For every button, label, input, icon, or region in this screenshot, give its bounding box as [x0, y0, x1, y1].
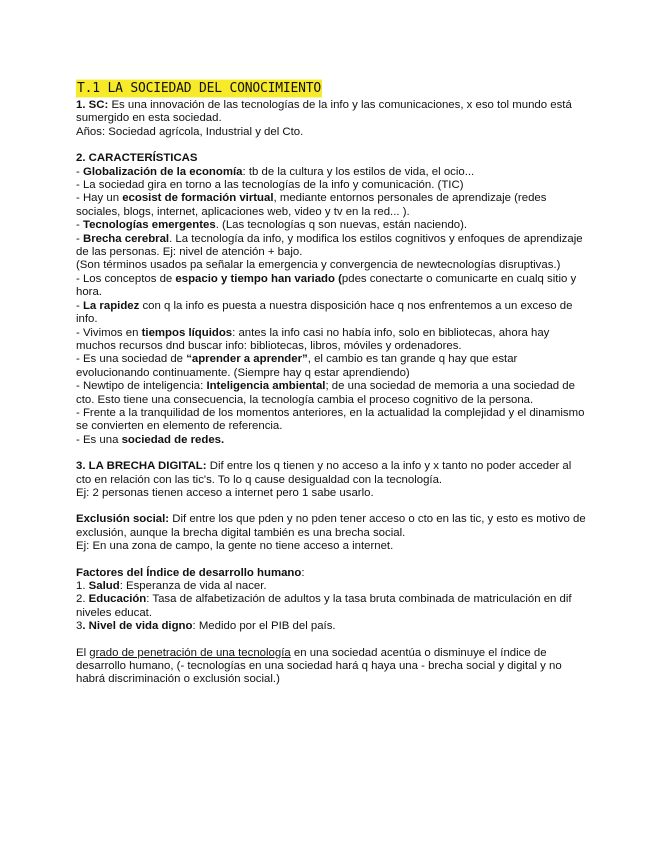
section-sc-ages: Años: Sociedad agrícola, Industrial y del Cto. — [76, 125, 304, 138]
social-exclusion-text: Dif entre los que pden y no pden tener acceso o cto en las tic, y esto es motivo de exclusión, aunque la brecha digital también es una brecha social. — [76, 513, 586, 539]
char-bold: espacio y tiempo han variado ( — [175, 272, 342, 285]
hdi-colon: : — [301, 566, 305, 579]
section-sc-heading: 1. SC: — [76, 99, 109, 111]
char-item: - Tecnologías emergentes. (Las tecnologías q son nuevas, están naciendo). — [76, 219, 468, 232]
char-bold: ecosist de formación virtual — [122, 192, 274, 205]
char-item: - La rapidez con q la info es puesta a nuestra disposición hace q nos enfrentemos a un exceso de info. — [76, 299, 573, 326]
char-item — [76, 327, 586, 354]
char-bold: “aprender a aprender” — [186, 353, 308, 366]
char-text: . (Las tecnologías q son nuevas, están naciendo). — [215, 219, 468, 232]
digital-divide-example: Ej: 2 personas tienen acceso a internet pero 1 sabe usarlo. — [76, 486, 374, 499]
char-bold: Inteligencia ambiental — [206, 380, 326, 393]
char-item: - Frente a la tranquilidad de los momentos anteriores, en la actualidad la complejidad y el dinamismo se convierten en elemento de referencia. — [76, 406, 585, 433]
section-hdi-heading — [76, 567, 586, 580]
hdi-factor — [76, 593, 586, 620]
hdi-number: 2. — [76, 593, 89, 606]
social-exclusion-example: Ej: En una zona de campo, la gente no tiene acceso a internet. — [76, 540, 394, 553]
penetration-text: en una sociedad acentúa o disminuye el índice de desarrollo humano, (- tecnologías en una sociedad hará q haya una - brecha social y digital y no habrá discriminación o exclusión social.) — [76, 646, 562, 686]
char-text: - Hay un — [76, 192, 123, 205]
char-item: - Brecha cerebral. La tecnología da info, y modifica los estilos cognitivos y enfoques de aprendizaje de las personas. Ej: nivel de atención + bajo. — [76, 232, 583, 259]
char-item — [76, 434, 586, 447]
hdi-number: 1. — [76, 580, 89, 592]
char-bold: Brecha cerebral — [82, 232, 170, 245]
hdi-factor — [76, 620, 586, 633]
char-item: (Son términos usados pa señalar la emergencia y convergencia de newtecnologías disruptivas.) — [76, 259, 561, 272]
char-bold: Tecnologías emergentes — [82, 219, 216, 232]
hdi-factor — [76, 580, 586, 593]
char-item — [76, 192, 586, 219]
char-bold: Globalización de la economía — [82, 165, 243, 178]
document-title: T.1 LA SOCIEDAD DEL CONOCIMIENTO — [77, 80, 322, 97]
hdi-bold: Salud — [88, 580, 120, 592]
hdi-bold: . Nivel de vida digno — [82, 620, 193, 633]
char-item — [76, 273, 586, 300]
char-bold: La rapidez — [82, 299, 140, 312]
section-sc-text: Es una innovación de las tecnologías de la info y las comunicaciones, x eso tol mundo está sumergido en esta sociedad. — [76, 99, 572, 125]
section-penetration — [76, 647, 586, 687]
section-digital-divide — [76, 460, 586, 487]
char-text: - Es una sociedad de — [76, 353, 187, 366]
digital-divide-text: Dif entre los q tienen y no acceso a la info y x tanto no poder acceder al cto en relación con las tic's. To lo q cause desigualdad con la tecnología. — [76, 460, 572, 486]
hdi-text: : Esperanza de vida al nacer. — [119, 580, 267, 592]
penetration-text: El — [76, 646, 90, 659]
section-characteristics-heading — [76, 152, 586, 165]
char-text: ; de una sociedad de memoria a una sociedad de cto. Esto tiene una consecuencia, la tecnología cambia el proceso cognitivo de la persona. — [76, 380, 575, 406]
char-bold: sociedad de redes. — [121, 433, 225, 446]
hdi-number: 3 — [76, 620, 83, 633]
char-text: - Es una — [76, 433, 122, 446]
char-text: , el cambio es tan grande q hay que estar evolucionando continuamente. (Siempre hay q estar aprendiendo) — [76, 353, 518, 379]
char-item: - Globalización de la economía: tb de la cultura y los estilos de vida, el ocio... — [76, 165, 475, 178]
char-text: : antes la info casi no había info, solo en bibliotecas, ahora hay muchos recursos dnd buscar info: bibliotecas, libros, móviles y ordenadores. — [76, 326, 550, 352]
hdi-title: Factores del Índice de desarrollo humano — [76, 566, 302, 579]
section-social-exclusion — [76, 513, 586, 540]
char-text: - Los conceptos de — [76, 272, 176, 285]
hdi-text: : Tasa de alfabetización de adultos y la tasa bruta combinada de matriculación en dif niveles educat. — [76, 593, 572, 619]
document-page — [76, 80, 586, 687]
char-text: , mediante entornos personales de aprendizaje (redes sociales, blogs, internet, aplicaciones web, video y tv en la red... ). — [76, 192, 547, 218]
penetration-underlined: grado de penetración de una tecnología — [89, 646, 291, 659]
char-bold: tiempos líquidos — [141, 326, 233, 339]
hdi-bold: Educación — [88, 593, 147, 606]
char-text: con q la info es puesta a nuestra disposición hace q nos enfrentemos a un exceso de info. — [76, 299, 573, 326]
social-exclusion-heading: Exclusión social: — [76, 513, 170, 526]
characteristics-title: 2. CARACTERÍSTICAS — [76, 152, 198, 165]
char-item: - La sociedad gira en torno a las tecnologías de la info y comunicación. (TIC) — [76, 179, 464, 192]
char-item — [76, 353, 586, 380]
char-text: pdes conectarte o comunicarte en cualq sitio y hora. — [76, 272, 577, 299]
char-text: - Newtipo de inteligencia: — [76, 380, 207, 393]
char-text: - Vivimos en — [76, 326, 142, 339]
digital-divide-heading: 3. LA BRECHA DIGITAL: — [76, 460, 207, 473]
char-text: . La tecnología da info, y modifica los estilos cognitivos y enfoques de aprendizaje de las personas. Ej: nivel de atención + bajo. — [76, 232, 583, 259]
char-text: : tb de la cultura y los estilos de vida, el ocio... — [242, 165, 475, 178]
hdi-text: : Medido por el PIB del país. — [192, 620, 336, 633]
section-sc — [76, 99, 586, 126]
char-item — [76, 380, 586, 407]
